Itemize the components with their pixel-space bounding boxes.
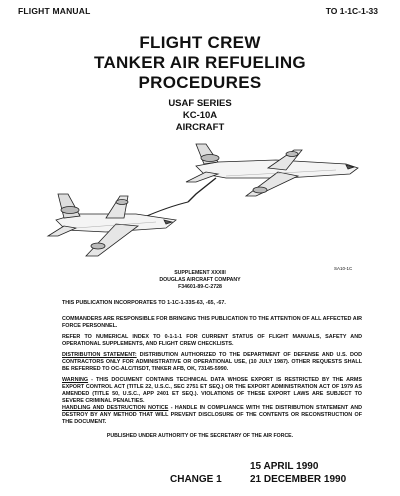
handling-notice-lead: HANDLING AND DESTRUCTION NOTICE	[62, 405, 169, 411]
change-label: CHANGE 1	[170, 474, 222, 485]
distribution-statement-lead: DISTRIBUTION STATEMENT:	[62, 352, 137, 358]
header-manual-label: FLIGHT MANUAL	[18, 6, 91, 16]
numerical-index-paragraph: REFER TO NUMERICAL INDEX TO 0-1-1-1 FOR CURRENT STATUS OF FLIGHT MANUALS, SAFETY AND OPERATIONAL SUPPLEMENTS, AND FLIGHT CREW CHECKLISTS.	[62, 334, 362, 347]
distribution-statement-paragraph	[62, 352, 362, 373]
subtitle-aircraft: AIRCRAFT	[175, 122, 225, 133]
distribution-statement-body: DISTRIBUTION AUTHORIZED TO THE DEPARTMENT OF DEFENSE AND U.S. DOD CONTRACTORS ONLY FOR ADMINISTRATIVE OR OPERATIONAL USE, (10 JULY 1987). OTHER REQUESTS SHALL BE REFERRED TO OC-ALC/TISDT, TINKER AFB, OK, 73145-5990.	[62, 352, 362, 372]
warning-lead: WARNING	[62, 377, 89, 383]
commanders-paragraph: COMMANDERS ARE RESPONSIBLE FOR BRINGING THIS PUBLICATION TO THE ATTENTION OF ALL AFFECTED AIR FORCE PERSONNEL.	[62, 316, 362, 329]
subtitle-series: USAF SERIES	[168, 98, 232, 109]
base-date: 15 APRIL 1990	[250, 461, 319, 472]
supplement-company: DOUGLAS AIRCRAFT COMPANY	[159, 277, 241, 283]
warning-body: - THIS DOCUMENT CONTAINS TECHNICAL DATA WHOSE EXPORT IS RESTRICTED BY THE ARMS EXPORT CONTROL ACT (TITLE 22, U.S.C., SEC 2751 ET SEQ.) OR THE EXPORT ADMINISTRATION ACT OF 1979 AS AMENDED (TITLE 50, U.S.C., APP 2401 ET SEQ.). VIOLATIONS OF THESE EXPORT LAWS ARE SUBJECT TO SEVERE CRIMINAL PENALTIES.	[62, 377, 362, 404]
supplement-contract: F34601-89-C-2728	[178, 284, 222, 290]
subtitle-model: KC-10A	[182, 110, 218, 121]
tanker-aircraft-drawing	[186, 144, 358, 202]
change-date: 21 DECEMBER 1990	[250, 474, 347, 485]
handling-notice-paragraph	[62, 405, 362, 426]
published-authority-line: PUBLISHED UNDER AUTHORITY OF THE SECRETARY OF THE AIR FORCE.	[106, 433, 294, 439]
warning-paragraph	[62, 377, 362, 405]
illustration-id: SA10-1C	[334, 266, 353, 271]
supplement-number: SUPPLEMENT XXXIII	[174, 270, 226, 276]
title-line-1: FLIGHT CREW	[139, 33, 261, 52]
header-tech-order-number: TO 1-1C-1-33	[325, 6, 378, 16]
receiver-aircraft-drawing	[48, 194, 176, 256]
title-line-3: PROCEDURES	[138, 73, 262, 92]
title-line-2: TANKER AIR REFUELING	[94, 53, 306, 72]
handling-notice-body: - HANDLE IN COMPLIANCE WITH THE DISTRIBUTION STATEMENT AND DESTROY BY ANY METHOD THAT WILL PREVENT DISCLOSURE OF THE CONTENTS OR RECONSTRUCTION OF THE DOCUMENT.	[62, 405, 362, 425]
incorporates-paragraph: THIS PUBLICATION INCORPORATES TO 1-1C-1-33S-63, -65, -67.	[62, 300, 226, 306]
air-refueling-illustration	[46, 138, 366, 266]
